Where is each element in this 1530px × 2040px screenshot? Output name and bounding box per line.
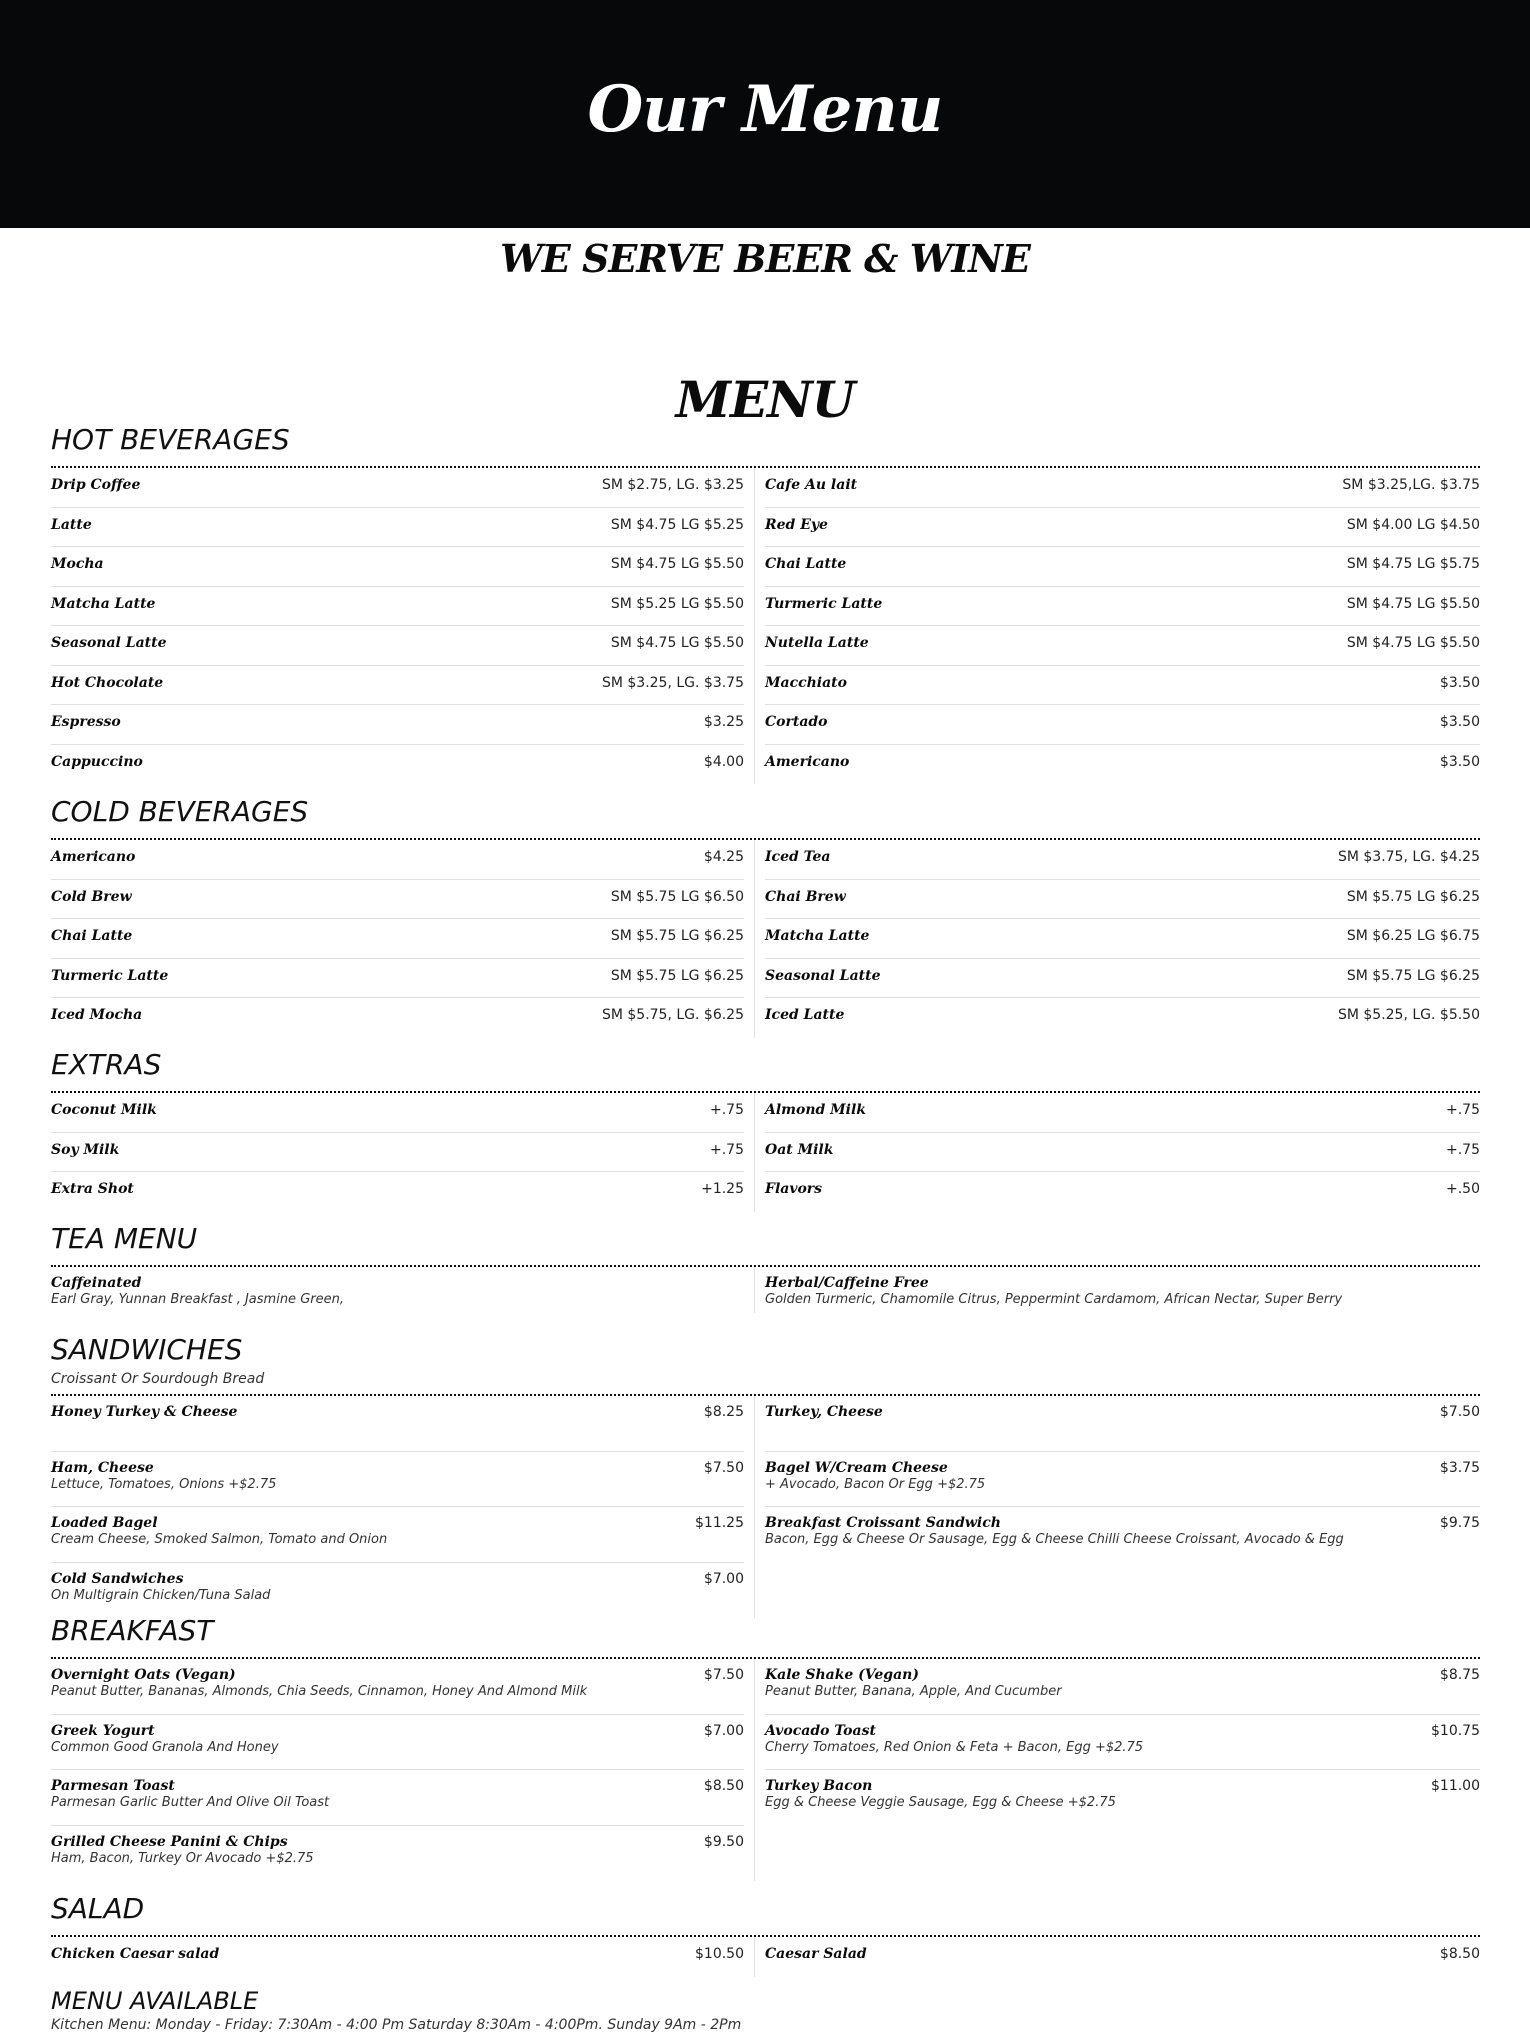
- menu-item-info: [51, 928, 132, 944]
- menu-item-name: Herbal/Caffeine Free: [765, 1275, 929, 1291]
- menu-item-name: Hot Chocolate: [51, 674, 164, 691]
- menu-item: [765, 1267, 1480, 1313]
- menu-item-price: SM $6.25 LG $6.75: [1346, 928, 1480, 944]
- menu-item-name: Chai Latte: [765, 556, 847, 572]
- menu-item-name: Honey Turkey & Cheese: [51, 1404, 238, 1420]
- menu-item-info: [51, 849, 135, 865]
- menu-item-info: [51, 1142, 119, 1158]
- menu-item-info: [765, 1275, 1342, 1307]
- menu-item-description: Parmesan Garlic Butter And Olive Oil Toast: [51, 1795, 330, 1810]
- menu-item: [765, 1093, 1480, 1133]
- menu-item-info: [51, 1007, 142, 1023]
- menu-item: [765, 508, 1480, 548]
- menu-item: [51, 880, 744, 920]
- menu-item-description: Peanut Butter, Banana, Apple, And Cucumber: [765, 1684, 1062, 1699]
- menu-item-name: Ham, Cheese: [51, 1459, 154, 1476]
- menu-item-info: [765, 1181, 822, 1197]
- menu-item-price: SM $3.75, LG. $4.25: [1337, 849, 1480, 865]
- menu-item-description: Cream Cheese, Smoked Salmon, Tomato and Onion: [51, 1532, 388, 1547]
- menu-item-price: $7.50: [1439, 1404, 1480, 1420]
- menu-item-name: Grilled Cheese Panini & Chips: [51, 1833, 288, 1850]
- menu-item-info: [51, 1946, 219, 1962]
- section-title: EXTRAS: [51, 1048, 162, 1081]
- menu-item: [51, 1715, 744, 1771]
- left-column: [51, 1093, 755, 1212]
- menu-item-info: [765, 714, 828, 730]
- menu-item-name: Overnight Oats (Vegan): [51, 1667, 236, 1683]
- menu-item-name: Chai Latte: [51, 928, 133, 944]
- menu-item-price: SM $5.75 LG $6.25: [610, 967, 744, 984]
- menu-item-price: $8.50: [703, 1778, 744, 1794]
- menu-item-info: [765, 1946, 867, 1962]
- menu-item: [51, 1172, 744, 1212]
- section-title: HOT BEVERAGES: [51, 423, 290, 456]
- menu-item-name: Kale Shake (Vegan): [765, 1667, 919, 1683]
- menu-item: [765, 1172, 1480, 1212]
- menu-item-info: [765, 556, 846, 572]
- menu-item-price: SM $5.75 LG $6.25: [610, 928, 744, 944]
- menu-item: [765, 587, 1480, 627]
- menu-item-name: Oat Milk: [765, 1141, 834, 1158]
- section-sandwiches: [51, 1330, 1480, 1618]
- menu-item: [51, 1093, 744, 1133]
- menu-item-info: [765, 1007, 844, 1023]
- menu-item: [51, 1267, 744, 1313]
- menu-item: [765, 547, 1480, 587]
- menu-item-name: Caesar Salad: [765, 1946, 867, 1962]
- menu-item-name: Cold Brew: [51, 888, 132, 905]
- menu-item: [51, 1452, 744, 1508]
- menu-item-info: [765, 849, 830, 865]
- menu-item: [51, 1826, 744, 1882]
- menu-item-price: +.50: [1446, 1181, 1480, 1197]
- menu-item-name: Iced Latte: [765, 1007, 845, 1023]
- menu-item-price: $3.50: [1439, 674, 1480, 691]
- menu-item-description: Ham, Bacon, Turkey Or Avocado +$2.75: [51, 1850, 314, 1866]
- menu-item-name: Mocha: [51, 556, 104, 572]
- menu-item-price: +1.25: [701, 1181, 744, 1197]
- menu-item-name: Loaded Bagel: [51, 1515, 158, 1531]
- menu-item: [51, 1507, 744, 1563]
- menu-item: [51, 1659, 744, 1715]
- section-breakfast: [51, 1611, 1480, 1881]
- menu-item: [51, 998, 744, 1038]
- menu-item-description: Peanut Butter, Bananas, Almonds, Chia Seeds, Cinnamon, Honey And Almond Milk: [51, 1684, 588, 1699]
- menu-item-name: Iced Tea: [765, 849, 831, 865]
- menu-item: [51, 666, 744, 706]
- menu-item-info: [765, 889, 846, 905]
- menu-item: [765, 626, 1480, 666]
- menu-item-price: $3.75: [1439, 1459, 1480, 1476]
- menu-item: [51, 1937, 744, 1977]
- menu-item-name: Extra Shot: [51, 1181, 134, 1197]
- menu-item: [765, 1659, 1480, 1715]
- menu-item-price: +.75: [710, 1102, 744, 1118]
- menu-item-info: [51, 675, 163, 691]
- menu-item-info: [51, 1778, 329, 1810]
- hero-banner: [0, 0, 1530, 228]
- menu-item: [51, 705, 744, 745]
- menu-item: [765, 1507, 1480, 1563]
- menu-item-description: On Multigrain Chicken/Tuna Salad: [51, 1587, 271, 1603]
- menu-item-price: SM $4.75 LG $5.75: [1346, 556, 1480, 572]
- menu-item: [765, 1452, 1480, 1508]
- menu-item-price: $7.50: [703, 1459, 744, 1476]
- menu-item-price: $4.00: [703, 753, 744, 770]
- menu-item-info: [765, 754, 849, 770]
- left-column: [51, 1396, 755, 1618]
- menu-item-price: +.75: [1446, 1102, 1480, 1118]
- menu-item-name: Red Eye: [765, 516, 828, 533]
- menu-item-name: Matcha Latte: [765, 928, 870, 944]
- menu-item-description: Common Good Granola And Honey: [51, 1739, 279, 1755]
- menu-item-price: +.75: [1446, 1141, 1480, 1158]
- menu-item-price: $4.25: [703, 849, 744, 865]
- menu-item-info: [765, 928, 869, 944]
- menu-item-info: [765, 635, 869, 651]
- section-title: SANDWICHES: [51, 1333, 243, 1366]
- menu-item-info: [51, 517, 92, 533]
- menu-item-name: Turmeric Latte: [765, 595, 883, 612]
- menu-item-info: [51, 477, 140, 493]
- menu-item: [51, 547, 744, 587]
- menu-item: [765, 745, 1480, 785]
- menu-item-info: [51, 596, 155, 612]
- menu-item-name: Cold Sandwiches: [51, 1570, 184, 1587]
- menu-item-info: [765, 517, 828, 533]
- left-column: [51, 1267, 755, 1313]
- menu-item-price: $3.25: [703, 714, 744, 730]
- menu-item-price: SM $2.75, LG. $3.25: [601, 477, 744, 493]
- menu-item-price: $8.75: [1439, 1667, 1480, 1683]
- menu-item-description: Golden Turmeric, Chamomile Citrus, Peppermint Cardamom, African Nectar, Super Berry: [765, 1292, 1343, 1307]
- menu-item-name: Iced Mocha: [51, 1007, 143, 1023]
- menu-item-price: $8.50: [1439, 1946, 1480, 1962]
- right-column: [765, 1396, 1480, 1618]
- menu-item-price: SM $4.75 LG $5.50: [610, 556, 744, 572]
- menu-item: [765, 468, 1480, 508]
- menu-item-info: [51, 1181, 134, 1197]
- section-subtitle: Croissant Or Sourdough Bread: [51, 1371, 265, 1387]
- menu-item: [765, 880, 1480, 920]
- menu-item: [765, 919, 1480, 959]
- menu-item-name: Espresso: [51, 714, 121, 730]
- menu-item-name: Chicken Caesar salad: [51, 1946, 220, 1962]
- menu-item-price: SM $5.75 LG $6.25: [1346, 888, 1480, 905]
- section-cold-beverages: [51, 792, 1480, 1038]
- menu-item-name: Turkey Bacon: [765, 1778, 873, 1794]
- menu-item-info: [765, 1667, 1062, 1699]
- menu-item-price: +.75: [710, 1141, 744, 1158]
- menu-item-price: $3.50: [1439, 714, 1480, 730]
- menu-item-info: [765, 968, 881, 984]
- right-column: [765, 1093, 1480, 1212]
- menu-item-info: [765, 1404, 883, 1420]
- menu-item: [765, 1937, 1480, 1977]
- menu-item-info: [51, 1834, 314, 1866]
- menu-item-price: SM $4.75 LG $5.25: [610, 516, 744, 533]
- menu-item-price: $3.50: [1439, 753, 1480, 770]
- menu-item-name: Parmesan Toast: [51, 1778, 175, 1794]
- menu-item: [51, 468, 744, 508]
- menu-item: [765, 998, 1480, 1038]
- menu-item-description: Cherry Tomatoes, Red Onion & Feta + Bacon, Egg +$2.75: [765, 1739, 1144, 1755]
- menu-item-price: SM $4.75 LG $5.50: [1346, 635, 1480, 651]
- section-title: TEA MENU: [51, 1222, 198, 1255]
- kitchen-hours: Kitchen Menu: Monday - Friday: 7:30Am - 4:00 Pm Saturday 8:30Am - 4:00Pm. Sunday 9Am - 2Pm: [51, 2017, 742, 2033]
- menu-item-price: $9.50: [703, 1833, 744, 1850]
- menu-item-name: Macchiato: [765, 674, 847, 691]
- right-column: [765, 1937, 1480, 1977]
- menu-item: [765, 1715, 1480, 1771]
- menu-item-name: Greek Yogurt: [51, 1722, 155, 1739]
- menu-item-info: [51, 889, 132, 905]
- menu-item: [51, 840, 744, 880]
- menu-item: [51, 1396, 744, 1452]
- menu-item: [765, 959, 1480, 999]
- menu-item-info: [51, 754, 143, 770]
- menu-heading: MENU: [675, 370, 855, 429]
- menu-item-price: $10.50: [695, 1946, 744, 1962]
- menu-item-name: Latte: [51, 516, 92, 533]
- menu-item-name: Seasonal Latte: [51, 635, 167, 651]
- menu-item-description: Earl Gray, Yunnan Breakfast , Jasmine Green,: [51, 1292, 344, 1307]
- section-menu-available: [51, 1986, 1480, 2034]
- left-column: [51, 468, 755, 784]
- menu-item-price: SM $4.75 LG $5.50: [1346, 595, 1480, 612]
- menu-item-description: + Avocado, Bacon Or Egg +$2.75: [765, 1476, 986, 1492]
- menu-item-info: [51, 1571, 270, 1603]
- section-title: BREAKFAST: [51, 1614, 214, 1647]
- menu-item: [51, 1563, 744, 1619]
- menu-item-price: $10.75: [1431, 1722, 1480, 1739]
- section-title: MENU AVAILABLE: [51, 1987, 259, 2015]
- menu-item-name: Coconut Milk: [51, 1102, 157, 1118]
- section-extras: [51, 1045, 1480, 1212]
- menu-item-name: Soy Milk: [51, 1141, 120, 1158]
- menu-item-info: [765, 1515, 1344, 1547]
- menu-item-price: $7.50: [703, 1667, 744, 1683]
- menu-item-name: Breakfast Croissant Sandwich: [765, 1515, 1001, 1531]
- section-hot-beverages: [51, 420, 1480, 784]
- menu-item-name: Caffeinated: [51, 1275, 142, 1291]
- menu-item-description: Lettuce, Tomatoes, Onions +$2.75: [51, 1476, 277, 1492]
- menu-item-name: Cortado: [765, 714, 828, 730]
- menu-item-info: [51, 635, 167, 651]
- menu-item-name: Drip Coffee: [51, 477, 141, 493]
- menu-item-info: [765, 1723, 1143, 1755]
- menu-item-info: [51, 1275, 344, 1307]
- menu-item-name: Cafe Au lait: [765, 477, 858, 493]
- menu-item-name: Americano: [765, 753, 850, 770]
- menu-item-description: Bacon, Egg & Cheese Or Sausage, Egg & Cheese Chilli Cheese Croissant, Avocado & Egg: [765, 1532, 1344, 1547]
- menu-item-price: SM $5.75 LG $6.25: [1346, 967, 1480, 984]
- menu-item-name: Turmeric Latte: [51, 967, 169, 984]
- menu-item: [765, 666, 1480, 706]
- section-title: COLD BEVERAGES: [51, 795, 309, 828]
- menu-item: [51, 626, 744, 666]
- menu-item-price: $9.75: [1439, 1515, 1480, 1531]
- menu-item-price: SM $5.75, LG. $6.25: [601, 1007, 744, 1023]
- menu-item-info: [51, 968, 168, 984]
- menu-item-info: [51, 714, 121, 730]
- page-title: Our Menu: [587, 72, 943, 147]
- right-column: [765, 468, 1480, 784]
- menu-item: [51, 508, 744, 548]
- menu-item-price: SM $3.25, LG. $3.75: [601, 674, 744, 691]
- menu-item-name: Nutella Latte: [765, 635, 869, 651]
- menu-item-price: SM $5.75 LG $6.50: [610, 888, 744, 905]
- menu-item-info: [765, 477, 857, 493]
- menu-item-price: $11.25: [695, 1515, 744, 1531]
- menu-item-info: [765, 1102, 866, 1118]
- menu-item: [51, 1133, 744, 1173]
- menu-item-info: [765, 1460, 985, 1492]
- menu-item-info: [51, 1404, 237, 1420]
- menu-item-price: SM $4.75 LG $5.50: [610, 635, 744, 651]
- menu-item: [51, 587, 744, 627]
- menu-item: [765, 705, 1480, 745]
- menu-item-name: Avocado Toast: [765, 1722, 876, 1739]
- menu-item-price: SM $5.25, LG. $5.50: [1337, 1007, 1480, 1023]
- menu-item-info: [765, 1778, 1116, 1810]
- menu-item: [765, 1133, 1480, 1173]
- menu-item-name: Almond Milk: [765, 1102, 867, 1118]
- right-column: [765, 1659, 1480, 1881]
- menu-item-info: [765, 675, 847, 691]
- menu-item-info: [765, 596, 882, 612]
- left-column: [51, 1937, 755, 1977]
- menu-item-info: [765, 1142, 833, 1158]
- menu-item-price: SM $3.25,LG. $3.75: [1342, 477, 1480, 493]
- menu-item-info: [51, 1102, 157, 1118]
- right-column: [765, 840, 1480, 1038]
- left-column: [51, 840, 755, 1038]
- section-salad: [51, 1889, 1480, 1977]
- menu-item-info: [51, 1667, 587, 1699]
- menu-item-price: SM $4.00 LG $4.50: [1346, 516, 1480, 533]
- menu-item: [765, 1396, 1480, 1452]
- menu-item-price: $7.00: [703, 1722, 744, 1739]
- menu-item: [765, 840, 1480, 880]
- menu-item-name: Americano: [51, 849, 136, 865]
- menu-item: [51, 1770, 744, 1826]
- menu-item-price: SM $5.25 LG $5.50: [610, 595, 744, 612]
- menu-item-price: $7.00: [703, 1570, 744, 1587]
- menu-item-info: [51, 1723, 279, 1755]
- menu-item-description: Egg & Cheese Veggie Sausage, Egg & Cheese +$2.75: [765, 1795, 1116, 1810]
- menu-item-price: $11.00: [1431, 1778, 1480, 1794]
- section-tea-menu: [51, 1219, 1480, 1313]
- menu-item-name: Cappuccino: [51, 753, 143, 770]
- menu-item-name: Seasonal Latte: [765, 967, 881, 984]
- menu-item-info: [51, 1460, 276, 1492]
- left-column: [51, 1659, 755, 1881]
- menu-item: [51, 959, 744, 999]
- menu-item: [51, 919, 744, 959]
- menu-item-name: Matcha Latte: [51, 595, 156, 612]
- menu-item-name: Flavors: [765, 1181, 823, 1197]
- section-title: SALAD: [51, 1892, 145, 1925]
- menu-item: [765, 1770, 1480, 1826]
- menu-item-price: $8.25: [703, 1404, 744, 1420]
- menu-item: [51, 745, 744, 785]
- menu-item-info: [51, 556, 104, 572]
- menu-item-name: Chai Brew: [765, 888, 846, 905]
- menu-item-name: Bagel W/Cream Cheese: [765, 1459, 948, 1476]
- tagline: WE SERVE BEER & WINE: [500, 236, 1030, 281]
- menu-item-name: Turkey, Cheese: [765, 1404, 883, 1420]
- right-column: [765, 1267, 1480, 1313]
- menu-item-info: [51, 1515, 387, 1547]
